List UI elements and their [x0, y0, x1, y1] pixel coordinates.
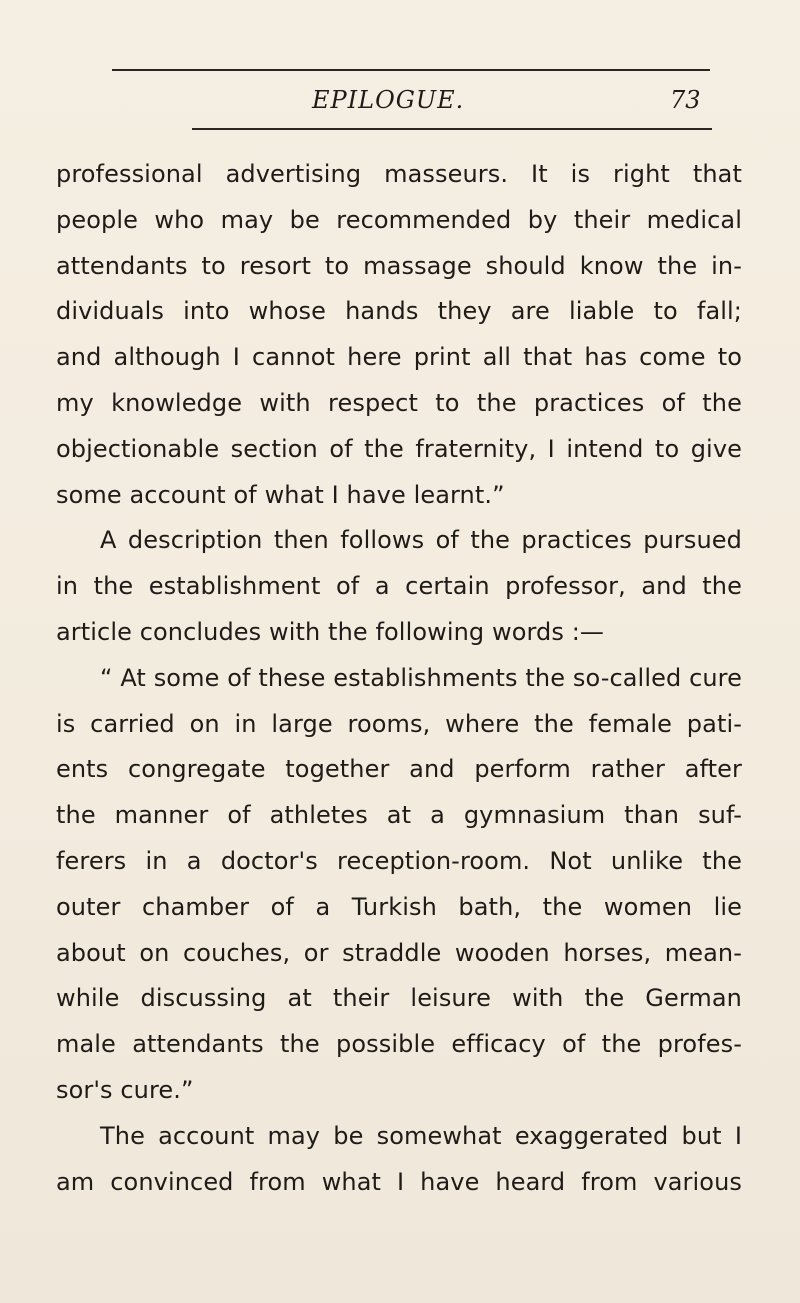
text-line: A description then follows of the practices pursued: [100, 526, 742, 555]
running-head: EPILOGUE.: [312, 86, 465, 114]
text-line: about on couches, or straddle wooden horses, mean-: [56, 938, 742, 967]
text-line: The account may be somewhat exaggerated but I: [100, 1121, 742, 1150]
text-line: dividuals into whose hands they are liable to fall;: [56, 297, 742, 326]
text-line: and although I cannot here print all that has come to: [56, 343, 742, 372]
text-line: ents congregate together and perform rather after: [56, 755, 742, 784]
text-line: ferers in a doctor's reception-room. Not unlike the: [56, 846, 742, 875]
text-line: outer chamber of a Turkish bath, the women lie: [56, 892, 742, 921]
text-line: people who may be recommended by their medical: [56, 205, 742, 234]
text-line: article concludes with the following words :—: [56, 617, 605, 646]
text-line: objectionable section of the fraternity, I intend to give: [56, 434, 742, 463]
text-line: male attendants the possible efficacy of the profes-: [56, 1030, 742, 1059]
text-line: while discussing at their leisure with the German: [56, 984, 742, 1013]
text-line: professional advertising masseurs. It is right that: [56, 160, 742, 188]
body-text: [56, 152, 742, 1205]
header-top-rule: [112, 69, 710, 71]
text-line: sor's cure.”: [56, 1075, 194, 1104]
text-line: is carried on in large rooms, where the female pati-: [56, 709, 742, 738]
text-line: in the establishment of a certain professor, and the: [56, 572, 742, 601]
text-line: some account of what I have learnt.”: [56, 480, 505, 509]
text-line: attendants to resort to massage should know the in-: [56, 251, 742, 280]
header-bottom-rule: [192, 128, 712, 130]
text-line: “ At some of these establishments the so-called cure: [100, 663, 742, 692]
text-line: the manner of athletes at a gymnasium than suf-: [56, 801, 742, 830]
text-line: my knowledge with respect to the practices of the: [56, 388, 742, 417]
text-line: am convinced from what I have heard from various: [56, 1167, 742, 1196]
page-number: 73: [670, 86, 701, 114]
